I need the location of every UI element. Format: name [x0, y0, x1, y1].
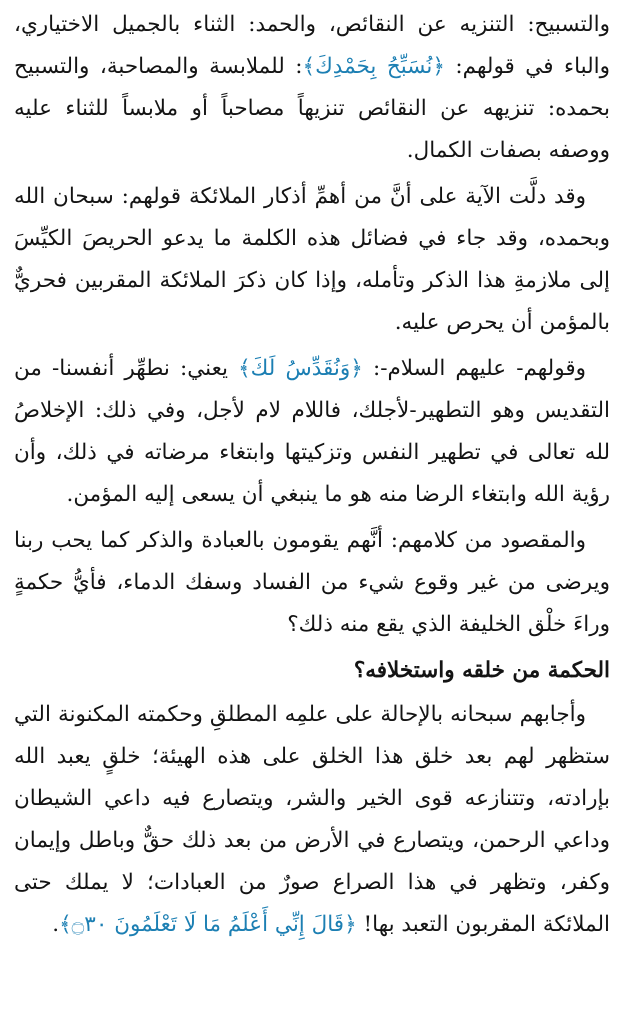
paragraph-text: وأجابهم سبحانه بالإحالة على علمِه المطلقِ وحكمته المكنونة التي ستظهر لهم بعد خلق هذا الخلق على هذه الهيئة؛ خلقٍ يعبد الله بإرادته، وتتنازعه قوى الخير والشر، ويتصارع فيه داعي الشيطان وداعي الرحمن، ويتصارع في الأرض من بعد ذلك حقٌّ وباطل وإيمان وكفر، وتظهر في هذا الصراع صورٌ من العبادات؛ لا يملك حتى الملائكة المقربون التعبد بها!	[14, 702, 610, 937]
quran-verse-nusabbihu: ﴿نُسَبِّحُ بِحَمْدِكَ﴾	[302, 54, 445, 79]
paragraph-text: يعني: نطهِّر أنفسنا- من التقديس وهو التطهير-لأجلك، فاللام لام لأجل، وفي ذلك: الإخلاصُ لله تعالى في تطهير النفس وتزكيتها وابتغاء مرضاته في ذلك، وأن رؤية الله وابتغاء الرضا منه هو ما ينبغي أن يسعى إليه المؤمن.	[14, 356, 610, 507]
paragraph-taqdis	[14, 348, 610, 516]
paragraph-tasbih-definition	[14, 4, 610, 172]
paragraph-text: والتسبيح: التنزيه عن النقائص، والحمد: الثناء بالجميل الاختياري، والباء في قولهم:	[14, 12, 611, 79]
document-page	[14, 4, 610, 1020]
section-heading: الحكمة من خلقه واستخلافه؟	[353, 658, 610, 683]
paragraph-angels-dhikr	[14, 176, 610, 344]
paragraph-text: والمقصود من كلامهم: أنَّهم يقومون بالعبادة والذكر كما يحب ربنا ويرضى من غير وقوع شيء من الفساد وسفك الدماء، فأيُّ حكمةٍ وراءَ خلْق الخليفة الذي يقع منه ذلك؟	[14, 528, 610, 637]
paragraph-text: وقولهم- عليهم السلام-:	[362, 356, 587, 381]
quran-verse-nuqaddisu: ﴿وَنُقَدِّسُ لَكَ﴾	[238, 356, 363, 381]
quran-verse-innee-aalamu: ﴿قَالَ إِنِّي أَعْلَمُ مَا لَا تَعْلَمُونَ ۝٣٠﴾	[59, 912, 357, 937]
paragraph-divine-answer	[14, 694, 610, 946]
paragraph-text: .	[52, 912, 60, 937]
paragraph-intent	[14, 520, 610, 646]
paragraph-text: وقد دلَّت الآية على أنَّ من أهمِّ أذكار الملائكة قولهم: سبحان الله وبحمده، وقد جاء في فضائل هذه الكلمة ما يدعو الحريصَ الكيِّسَ إلى ملازمةِ هذا الذكر وتأمله، وإذا كان ذكرَ الملائكة المقربين فحريٌّ بالمؤمن أن يحرص عليه.	[14, 184, 610, 335]
paragraph-text: : للملابسة والمصاحبة، والتسبيح بحمده: تنزيهه عن النقائص تنزيهاً مصاحباً أو ملابساً للثناء عليه ووصفه بصفات الكمال.	[14, 54, 610, 163]
